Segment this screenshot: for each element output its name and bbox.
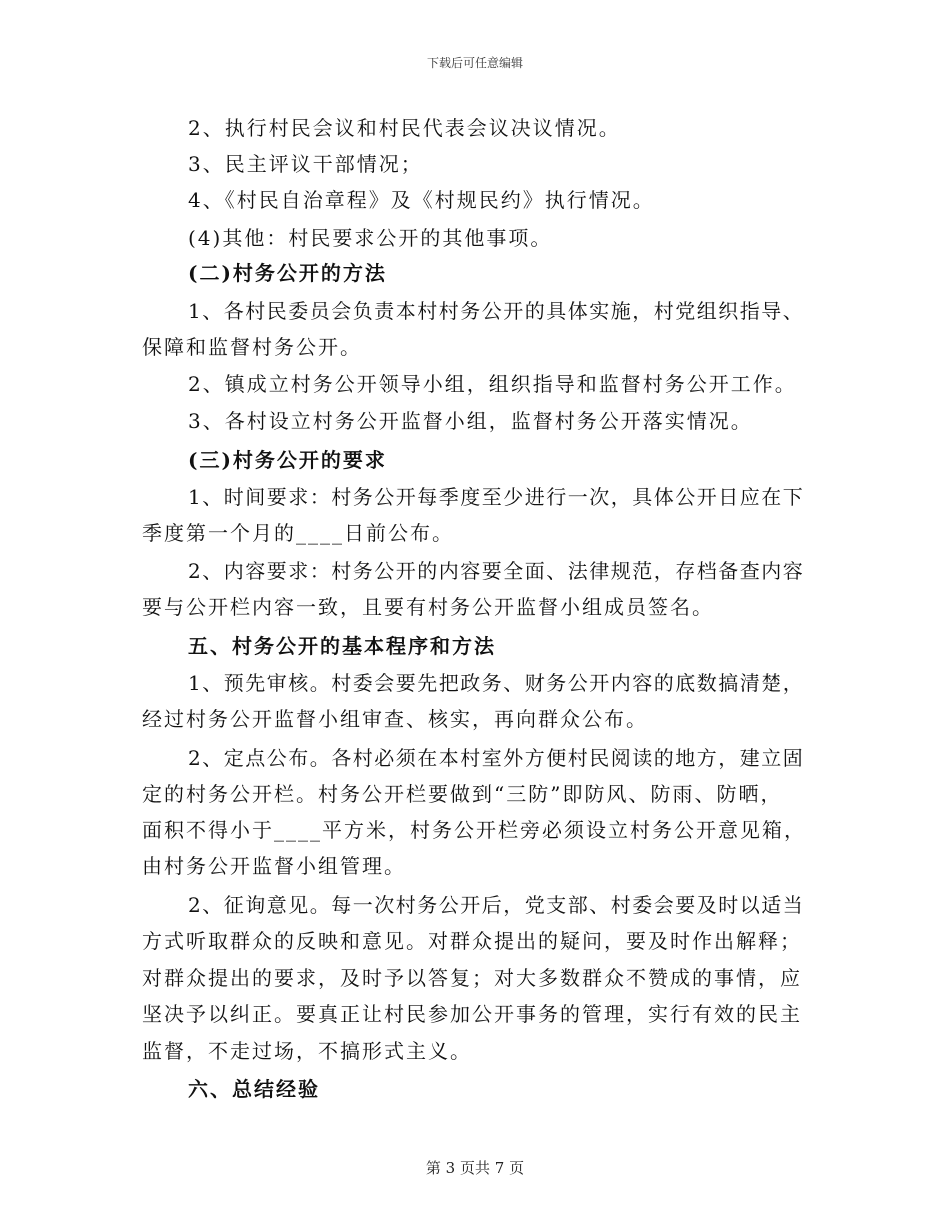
section-heading: (三)村务公开的要求 — [188, 448, 387, 472]
text-line: 3、民主评议干部情况； — [188, 152, 423, 176]
page-footer: 第 3 页共 7 页 — [425, 1159, 525, 1177]
text-line: 2、执行村民会议和村民代表会议决议情况。 — [188, 116, 621, 140]
text-line: 要与公开栏内容一致，且要有村务公开监督小组成员签名。 — [142, 595, 714, 619]
text-line: 定的村务公开栏。村务公开栏要做到“三防”即防风、防雨、防晒， — [142, 782, 783, 806]
text-line: 2、内容要求：村务公开的内容要全面、法律规范，存档备查内容 — [188, 559, 805, 583]
text-line: 1、时间要求：村务公开每季度至少进行一次，具体公开日应在下 — [188, 485, 805, 509]
text-line: 4、《村民自治章程》及《村规民约》执行情况。 — [188, 188, 655, 212]
text-line: 保障和监督村务公开。 — [142, 335, 362, 359]
text-line: 面积不得小于____平方米，村务公开栏旁必须设立村务公开意见箱， — [142, 818, 806, 842]
text-line: 由村务公开监督小组管理。 — [142, 854, 406, 878]
text-line: 1、预先审核。村委会要先把政务、财务公开内容的底数搞清楚， — [188, 671, 805, 695]
text-line: 1、各村民委员会负责本村村务公开的具体实施，村党组织指导、 — [188, 299, 805, 323]
text-line: 2、征询意见。每一次村务公开后，党支部、村委会要及时以适当 — [188, 893, 805, 917]
section-heading: 六、总结经验 — [188, 1077, 320, 1101]
section-heading: 五、村务公开的基本程序和方法 — [188, 634, 496, 658]
text-line: (4)其他：村民要求公开的其他事项。 — [188, 226, 553, 250]
text-line: 坚决予以纠正。要真正让村民参加公开事务的管理，实行有效的民主 — [142, 1002, 802, 1026]
text-line: 3、各村设立村务公开监督小组，监督村务公开落实情况。 — [188, 409, 753, 433]
text-line: 2、定点公布。各村必须在本村室外方便村民阅读的地方，建立固 — [188, 746, 805, 770]
text-line: 经过村务公开监督小组审查、核实，再向群众公布。 — [142, 707, 648, 731]
text-line: 季度第一个月的____日前公布。 — [142, 521, 454, 545]
text-line: 方式听取群众的反映和意见。对群众提出的疑问，要及时作出解释； — [142, 929, 802, 953]
text-line: 2、镇成立村务公开领导小组，组织指导和监督村务公开工作。 — [188, 372, 797, 396]
page-header: 下载后可任意编辑 — [426, 56, 523, 70]
text-line: 对群众提出的要求，及时予以答复；对大多数群众不赞成的事情，应 — [142, 966, 802, 990]
text-line: 监督，不走过场，不搞形式主义。 — [142, 1039, 472, 1063]
section-heading: (二)村务公开的方法 — [188, 261, 387, 285]
